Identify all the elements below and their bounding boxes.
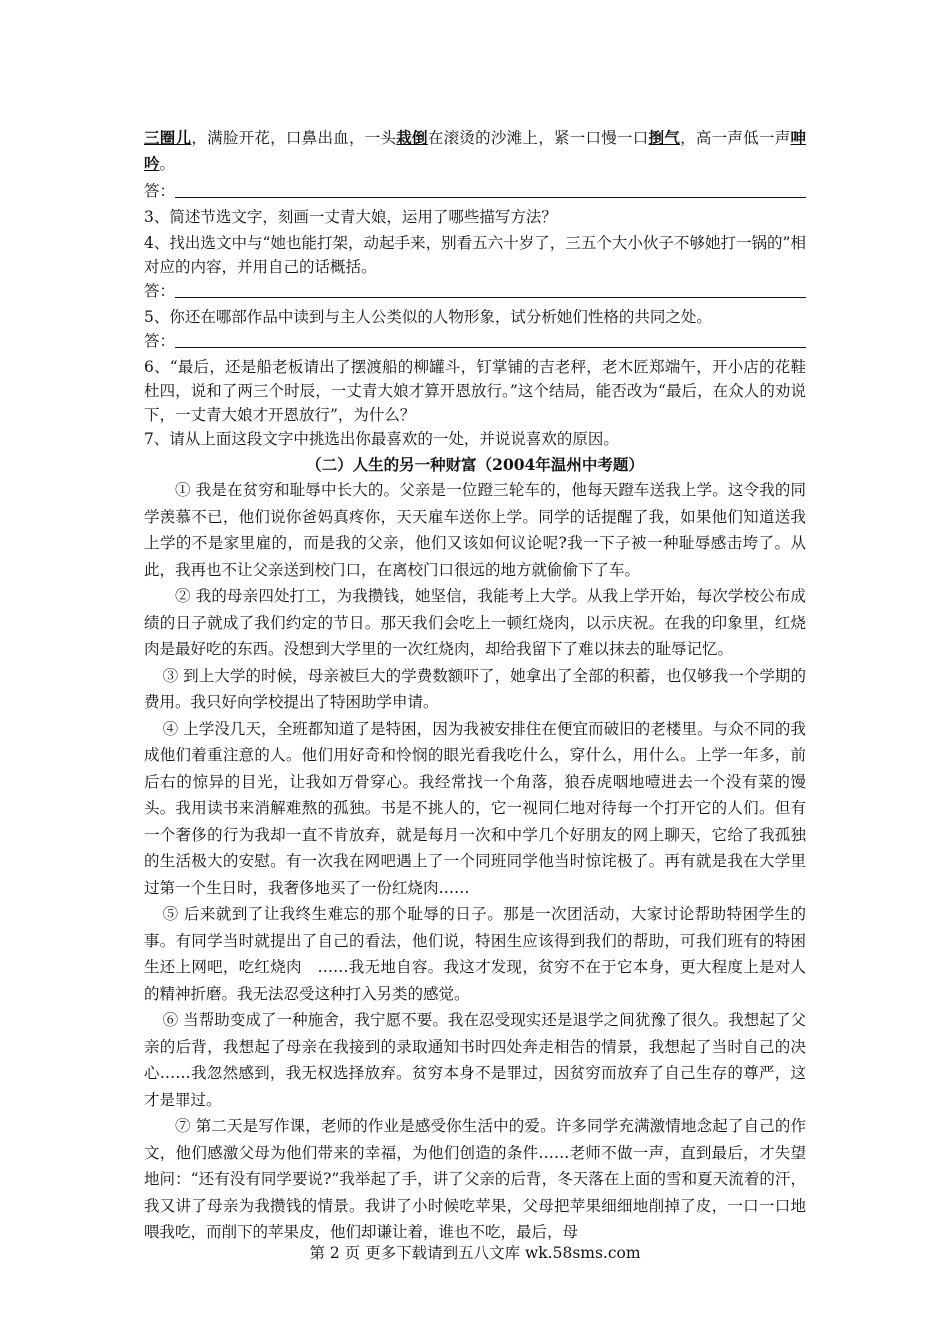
answer-label: 答： [144,282,176,300]
question-4: 4、找出选文中与“她也能打架，动起手来，别看五六十岁了，三五个大小伙子不够她打一锅的”相对应的内容，并用自己的话概括。 [144,234,806,276]
paragraph-2: ② 我的母亲四处打工，为我攒钱，她坚信，我能考上大学。从我上学开始，每次学校公布成绩的日子就成了我们约定的节日。那天我们会吃上一顿红烧肉，以示庆祝。在我的印象里，红烧肉是最好吃的东西。没想到大学里的一次红烧肉，却给我留下了难以抹去的耻辱记忆。 [144,587,806,658]
section-title: （二）人生的另一种财富（2004年温州中考题） [306,455,644,474]
paragraph-4: ④ 上学没几天，全班都知道了是特困，因为我被安排住在便宜而破旧的老楼里。与众不同的我成他们着重注意的人。他们用好奇和怜悯的眼光看我吃什么，穿什么，用什么。上学一年多，前后右的惊异的目光，让我如万骨穿心。我经常找一个角落，狼吞虎咽地噎进去一个没有菜的馒头。我用读书来消解难熬的孤独。书是不挑人的，它一视同仁地对待每一个打开它的人们。但有一个奢侈的行为我却一直不肯放弃，就是每月一次和中学几个好朋友的网上聊天，它给了我孤独的生活极大的安慰。有一次我在网吧遇上了一个同班同学他当时惊诧极了。再有就是我在大学里过第一个生日时，我奢侈地买了一份红烧肉…… [144,719,806,897]
question-7: 7、请从上面这段文字中挑选出你最喜欢的一处，并说说喜欢的原因。 [144,430,619,448]
passage-text: ，高一声低一声 [680,129,791,147]
question-3: 3、简述节选文字，刻画一丈青大娘，运用了哪些描写方法？ [144,208,557,226]
answer-blank [175,182,806,198]
answer-line[interactable] [144,279,806,303]
answer-label: 答： [144,332,176,350]
underlined-term: 三圈儿 [144,128,192,147]
answer-blank [175,332,806,348]
passage-text: ，满脸开花，口鼻出血，一头 [191,129,397,147]
underlined-term: 呻吟 [144,128,806,173]
top-passage [144,125,806,177]
paragraph-7: ⑦ 第二天是写作课，老师的作业是感受你生活中的爱。许多同学充满激情地念起了自己的作文，他们感激父母为他们带来的幸福，为他们创造的条件……老师不做一声，直到最后，才失望地问：“还有没有同学要说?”我举起了手，讲了父亲的后背，冬天落在上面的雪和夏天流着的汗，我又讲了母亲为我攒钱的情景。我讲了小时候吃苹果，父母把苹果细细地削掉了皮，一口一口地喂我吃，而削下的苹果皮，他们却谦让着，谁也不吃，最后，母 [144,1117,806,1241]
page-footer: 第 2 页 更多下载请到五八文库 wk.58sms.com [309,1244,641,1262]
answer-label: 答： [144,182,176,200]
paragraph-1: ① 我是在贫穷和耻辱中长大的。父亲是一位蹬三轮车的，他每天蹬车送我上学。这令我的同学羡慕不已，他们说你爸妈真疼你，天天雇车送你上学。同学的话提醒了我，如果他们知道送我上学的不是家里雇的，而是我的父亲，他们又该如何议论呢?我一下子被一种耻辱感击垮了。从此，我再也不让父亲送到校门口，在离校门口很远的地方就偷偷下了车。 [144,481,806,579]
passage-text: 在滚烫的沙滩上，紧一口慢一口 [427,129,649,147]
underlined-term: 栽倒 [396,128,428,147]
document-body [144,125,806,1246]
question-5: 5、你还在哪部作品中读到与主人公类似的人物形象，试分析她们性格的共同之处。 [144,308,712,326]
answer-blank [175,282,806,298]
passage-text: 。 [159,155,176,173]
answer-line[interactable] [144,329,806,353]
paragraph-5: ⑤ 后来就到了让我终生难忘的那个耻辱的日子。那是一次团活动，大家讨论帮助特困学生的事。有同学当时就提出了自己的看法，他们说，特困生应该得到我们的帮助，可我们班有的特困生还上网吧，吃红烧肉 ……我无地自容。我这才发现，贫穷不在于它本身，更大程度上是对人的精神折磨。我无法忍受这种打入另类的感觉。 [144,905,806,1003]
underlined-term: 捯气 [648,128,681,147]
question-6: 6、“最后，还是船老板请出了摆渡船的柳罐斗，钉掌铺的吉老秤，老木匠郑端午，开小店的花鞋杜四，说和了两三个时辰，一丈青大娘才算开恩放行。”这个结局，能否改为“最后，在众人的劝说下，一丈青大娘才开恩放行”，为什么？ [144,358,806,424]
paragraph-6: ⑥ 当帮助变成了一种施舍，我宁愿不要。我在忍受现实还是退学之间犹豫了很久。我想起了父亲的后背，我想起了母亲在我接到的录取通知书时四处奔走相告的情景，我想起了当时自己的决心……我忽然感到，我无权选择放弃。贫穷本身不是罪过，因贫穷而放弃了自己生存的尊严，这才是罪过。 [144,1011,806,1109]
paragraph-3: ③ 到上大学的时候，母亲被巨大的学费数额吓了，她拿出了全部的积蓄，也仅够我一个学期的费用。我只好向学校提出了特困助学申请。 [144,666,806,711]
answer-line[interactable] [144,179,806,203]
